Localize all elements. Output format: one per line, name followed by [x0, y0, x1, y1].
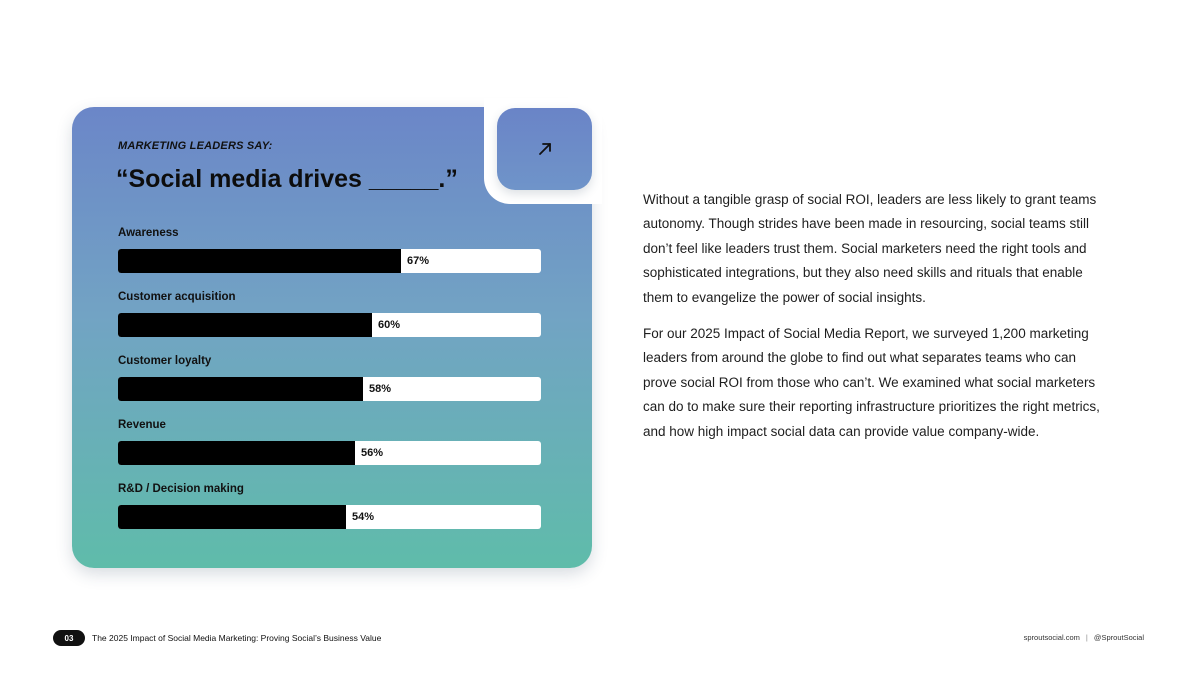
- body-text: [643, 188, 1108, 456]
- card-headline: “Social media drives _____.”: [116, 165, 458, 193]
- bar-fill: [118, 313, 372, 337]
- bar-fill: [118, 441, 355, 465]
- footer-separator: |: [1085, 633, 1088, 642]
- bar-track: [118, 505, 541, 529]
- bar-track: [118, 313, 541, 337]
- bar-value-label: 60%: [378, 319, 401, 331]
- bar-row: [118, 224, 541, 288]
- bar-fill: [118, 249, 401, 273]
- bar-value-label: 58%: [369, 383, 392, 395]
- footer-left: [53, 630, 381, 646]
- arrow-up-right-icon: [537, 141, 553, 157]
- bar-row: [118, 288, 541, 352]
- bar-value-label: 67%: [407, 255, 430, 267]
- body-paragraph-2: For our 2025 Impact of Social Media Report, we surveyed 1,200 marketing leaders from around the globe to find out what separates teams who can prove social ROI from those who can’t. We examined what social marketers can do to make sure their reporting infrastructure prioritizes the right metrics, and how high impact social data can provide value company-wide.: [643, 326, 1100, 439]
- bar-track: [118, 441, 541, 465]
- bar-track: [118, 377, 541, 401]
- footer-right: [1024, 633, 1144, 642]
- card-kicker: MARKETING LEADERS SAY:: [118, 140, 273, 152]
- page-number: 03: [53, 630, 85, 646]
- bar-label: Customer acquisition: [118, 291, 236, 303]
- footer-handle[interactable]: @SproutSocial: [1093, 633, 1144, 642]
- arrow-tile[interactable]: [497, 108, 592, 190]
- bar-chart: [118, 224, 541, 544]
- bar-row: [118, 416, 541, 480]
- footer-title: The 2025 Impact of Social Media Marketing: Proving Social’s Business Value: [92, 633, 382, 643]
- bar-fill: [118, 505, 346, 529]
- bar-value-label: 56%: [361, 447, 384, 459]
- bar-row: [118, 480, 541, 544]
- bar-label: Awareness: [118, 227, 179, 239]
- bar-fill: [118, 377, 363, 401]
- body-paragraph-1: Without a tangible grasp of social ROI, leaders are less likely to grant teams autonomy. Though strides have been made in resourcing, social teams still don’t feel like leaders trust them. Social marketers need the right tools and sophisticated integrations, but they also need skills and rituals that enable them to evangelize the power of social insights.: [643, 192, 1097, 305]
- bar-value-label: 54%: [352, 511, 375, 523]
- bar-label: R&D / Decision making: [118, 483, 244, 495]
- bar-label: Customer loyalty: [118, 355, 212, 367]
- bar-row: [118, 352, 541, 416]
- footer-website[interactable]: sproutsocial.com: [1023, 633, 1080, 642]
- bar-label: Revenue: [118, 419, 166, 431]
- bar-track: [118, 249, 541, 273]
